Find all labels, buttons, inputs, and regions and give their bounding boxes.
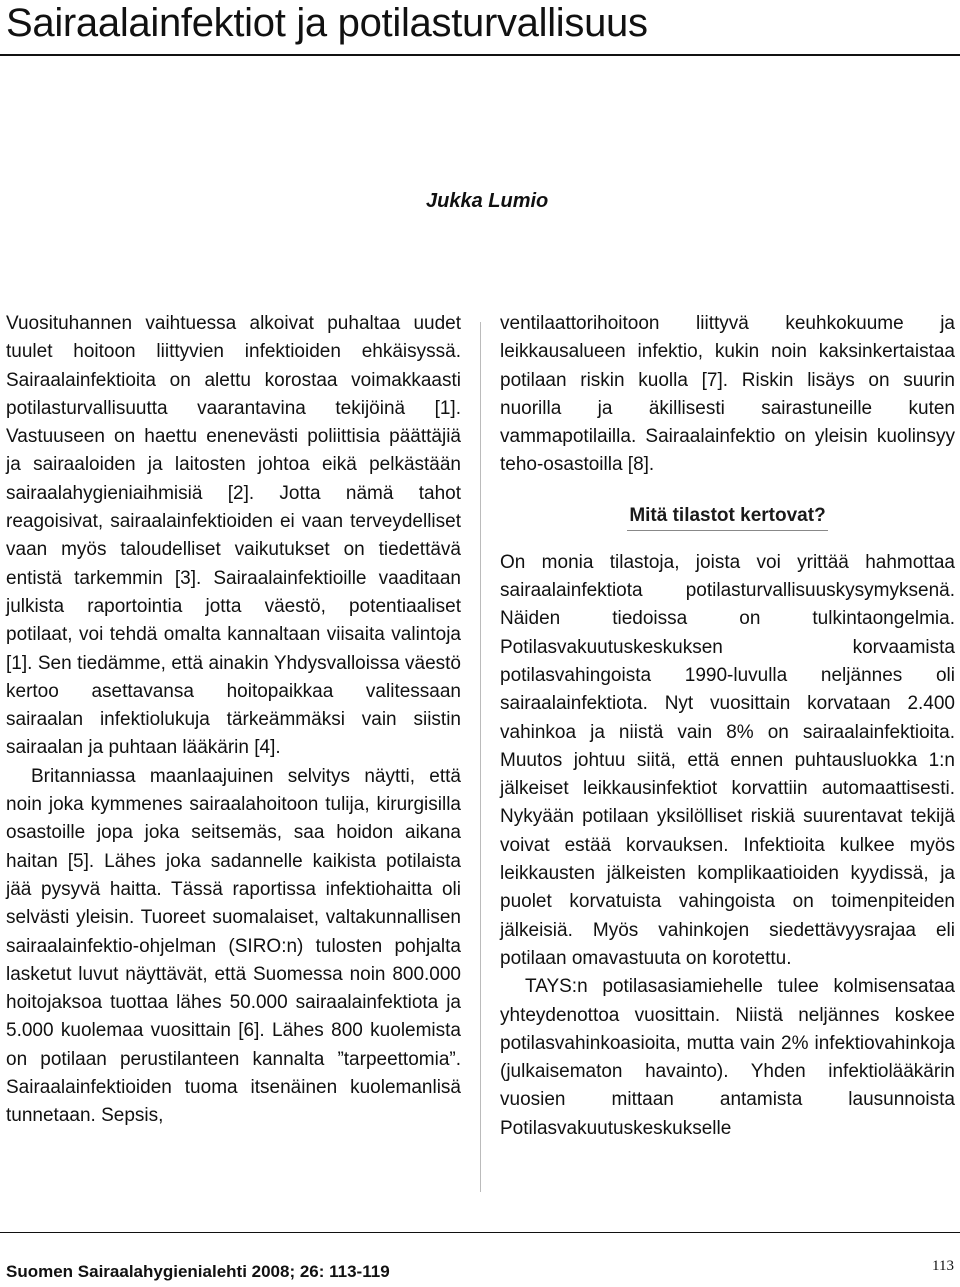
right-paragraph-2: TAYS:n potilasasiamiehelle tulee kolmisensataa yhteydenottoa vuosittain. Niistä neljännes koskee potilasvahinkoasioita, mutta vain 2% infektiovahinkoja (julkaisematon havainto). Yhden infektiolääkärin vuosien mittaan antamista lausunnoista Potilasvakuutuskeskukselle: [500, 976, 955, 1139]
author-name: Jukka Lumio: [426, 190, 549, 212]
footer-divider: [0, 1232, 960, 1233]
left-paragraph-1: Vuosituhannen vaihtuessa alkoivat puhaltaa uudet tuulet hoitoon liittyvien infektioiden ehkäisyssä. Sairaalainfektioita on alettu korostaa voimakkaasti potilasturvallisuutta vaarantavina tekijöinä [1]. Vastuuseen on haettu enenevästi poliittisia päättäjiä ja sairaaloiden ja laitosten johtoa eikä pelkästään sairaalahygieniaihmisiä [2]. Jotta nämä tahot reagoisivat, sairaalainfektioiden ei vaan terveydelliset vaan myös taloudelliset vaikutukset on tiedettävä entistä tarkemmin [3]. Sairaalainfektioille vaaditaan julkista raportointia jotta väestö, potentiaaliset potilaat, voi tehdä omalta kannaltaan viisaita valintoja [1]. Sen tiedämme, että ainakin Yhdysvalloissa väestö kertoo asettavansa hoitopaikkaa valitessaan sairaalan infektiolukuja tärkeämmäksi vain siistin sairaalan ja puhtaan lääkärin [4].: [6, 313, 461, 759]
title-divider: [0, 54, 960, 56]
left-paragraph-2: Britanniassa maanlaajuinen selvitys näytti, että noin joka kymmenes sairaalahoitoon tulija, kirurgisilla osastoille jopa joka seitsemäs, saa hoidon aikana haitan [5]. Lähes joka sadannelle kaikista potilaista jää pysyvä haitta. Tässä raportissa infektiohaitta oli selvästi yleisin. Tuoreet suomalaiset, valtakunnallisen sairaalainfektio-ohjelman (SIRO:n) tulosten pohjalta lasketut luvut näyttävät, että Suomessa noin 800.000 hoitojaksoa tuottaa lähes 50.000 sairaalainfektiota ja 5.000 kuolemaa vuosittain [6]. Lähes 800 kuolemista on potilaan perustilanteen kannalta ”tarpeettomia”. Sairaalainfektioiden tuoma itsenäinen kuolemanlisä tunnetaan. Sepsis,: [6, 765, 461, 1127]
section-heading-text: Mitä tilastot kertovat?: [627, 504, 827, 531]
right-paragraph-1: On monia tilastoja, joista voi yrittää hahmottaa sairaalainfektiota potilasturvallisuuskysymyksenä. Näiden tiedoissa on tulkintaongelmia. Potilasvakuutuskeskuksen korvaamista potilasvahingoista 1990-luvulla neljännes oli sairaalainfektiota. Nyt vuosittain korvataan 2.400 vahinkoa ja niistä vain 8% on sairaalainfektioita. Muutos johtuu siitä, että ennen puhtausluokka 1:n jälkeiset leikkausinfektiot korvattiin automaattisesti. Nykyään potilaan yksilölliset riskiä suurentavat tekijä voivat estää korvauksen. Infektioita kulkee myös leikkausten jälkeisten komplikaatioiden kyydissä, ja puolet korvatuista vahingoista on toimenpiteiden jälkeisiä. Myös vahinkojen siedettävyysrajaa eli potilaan omavastuuta on korotettu.: [500, 551, 955, 969]
column-divider: [480, 322, 481, 1192]
article-title: Sairaalainfektiot ja potilasturvallisuus: [6, 1, 648, 45]
right-column: [500, 310, 955, 1143]
journal-citation: Suomen Sairaalahygienialehti 2008; 26: 113-119: [6, 1262, 390, 1281]
section-heading: [500, 502, 955, 531]
left-column: [6, 310, 461, 1131]
right-intro-paragraph: ventilaattorihoitoon liittyvä keuhkokuume ja leikkausalueen infektio, kukin noin kaksinkertaistaa potilaan riskin kuolla [7]. Riskin lisäys on suurin nuorilla ja äkillisesti sairastuneille kuten vammapotilailla. Sairaalainfektio on yleisin kuolinsyy teho-osastoilla [8].: [500, 313, 955, 476]
page-number: 113: [932, 1258, 954, 1274]
